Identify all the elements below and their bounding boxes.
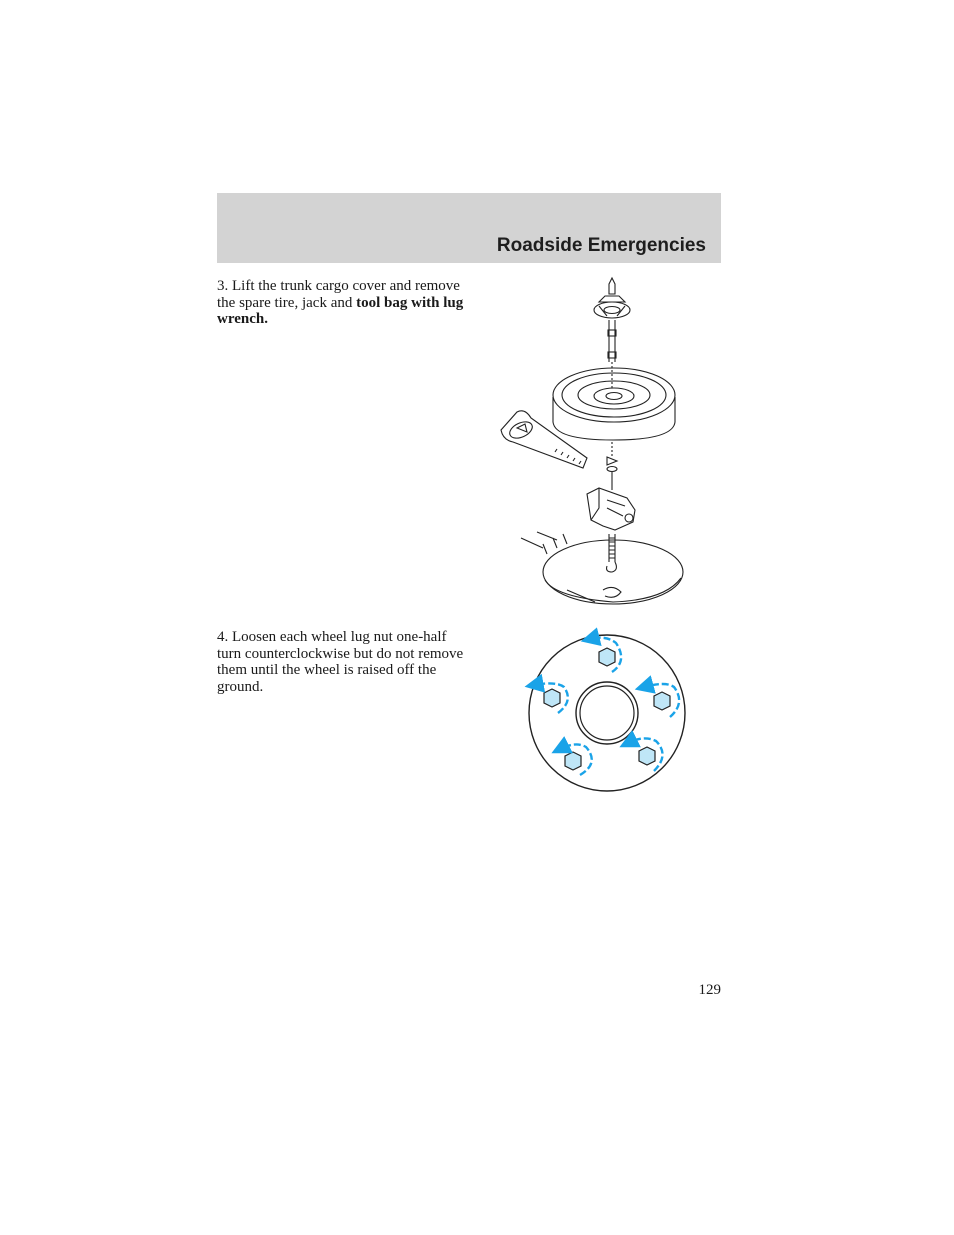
page-number: 129 xyxy=(698,982,721,998)
lug-nut-bottom-right xyxy=(639,747,655,765)
wheel-lug-nut-illustration xyxy=(520,625,695,800)
step-3-bold: tool bag with lug wrench. xyxy=(217,294,464,328)
lug-nut-left xyxy=(544,689,560,707)
lug-nut-right xyxy=(654,692,670,710)
lug-nut-top xyxy=(599,648,615,666)
spare-tire-jack-illustration xyxy=(495,272,695,612)
step-3-body: 3. Lift the trunk cargo cover and remove the spare tire, jack and xyxy=(217,278,460,311)
section-title: Roadside Emergencies xyxy=(496,235,706,256)
step-3-text xyxy=(217,278,469,328)
section-header-band xyxy=(217,193,721,263)
lug-nut-bottom-left xyxy=(565,752,581,770)
step-4-text: 4. Loosen each wheel lug nut one-half turn counterclockwise but do not remove them until the wheel is raised off the ground. xyxy=(217,629,464,695)
